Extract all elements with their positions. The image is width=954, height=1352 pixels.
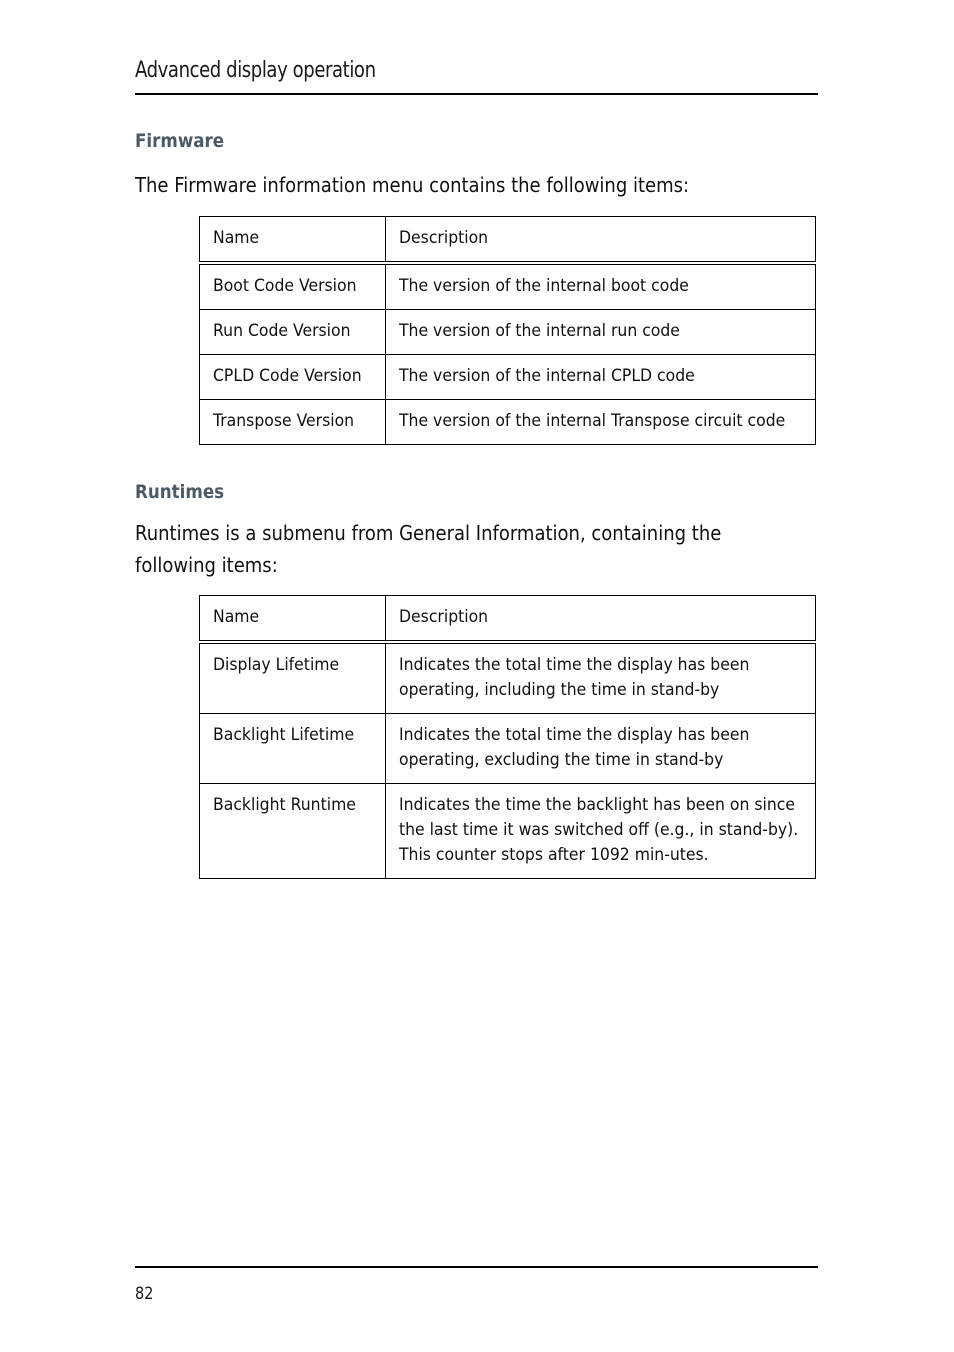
firmware-table	[199, 216, 816, 445]
row-name: Transpose Version	[200, 400, 386, 445]
row-name: Display Lifetime	[200, 642, 386, 714]
table-row	[200, 714, 816, 784]
column-header-name: Name	[200, 217, 386, 264]
table-row	[200, 310, 816, 355]
row-name: Boot Code Version	[200, 263, 386, 310]
header-rule	[135, 93, 818, 95]
row-description: The version of the internal run code	[386, 310, 816, 355]
row-description: The version of the internal Transpose circuit code	[386, 400, 816, 445]
firmware-intro: The Firmware information menu contains the following items:	[135, 173, 690, 197]
table-header-row	[200, 217, 816, 264]
runtimes-heading: Runtimes	[135, 481, 225, 503]
column-header-description: Description	[386, 217, 816, 264]
row-name: Backlight Runtime	[200, 784, 386, 879]
firmware-heading: Firmware	[135, 130, 225, 152]
column-header-description: Description	[386, 596, 816, 643]
column-header-name: Name	[200, 596, 386, 643]
row-name: Run Code Version	[200, 310, 386, 355]
table-row	[200, 355, 816, 400]
footer-rule	[135, 1266, 818, 1268]
row-description: Indicates the time the backlight has been on since the last time it was switched off (e.g., in stand-by). This counter stops after 1092 min-utes.	[386, 784, 816, 879]
table-row	[200, 784, 816, 879]
row-name: Backlight Lifetime	[200, 714, 386, 784]
page-header-title: Advanced display operation	[135, 58, 376, 83]
runtimes-table	[199, 595, 816, 879]
runtimes-intro: Runtimes is a submenu from General Information, containing the following items:	[135, 521, 722, 577]
table-row	[200, 642, 816, 714]
row-name: CPLD Code Version	[200, 355, 386, 400]
table-row	[200, 263, 816, 310]
row-description: The version of the internal CPLD code	[386, 355, 816, 400]
row-description: Indicates the total time the display has been operating, excluding the time in stand-by	[386, 714, 816, 784]
page-number: 82	[135, 1284, 154, 1304]
row-description: The version of the internal boot code	[386, 263, 816, 310]
table-row	[200, 400, 816, 445]
row-description: Indicates the total time the display has been operating, including the time in stand-by	[386, 642, 816, 714]
table-header-row	[200, 596, 816, 643]
